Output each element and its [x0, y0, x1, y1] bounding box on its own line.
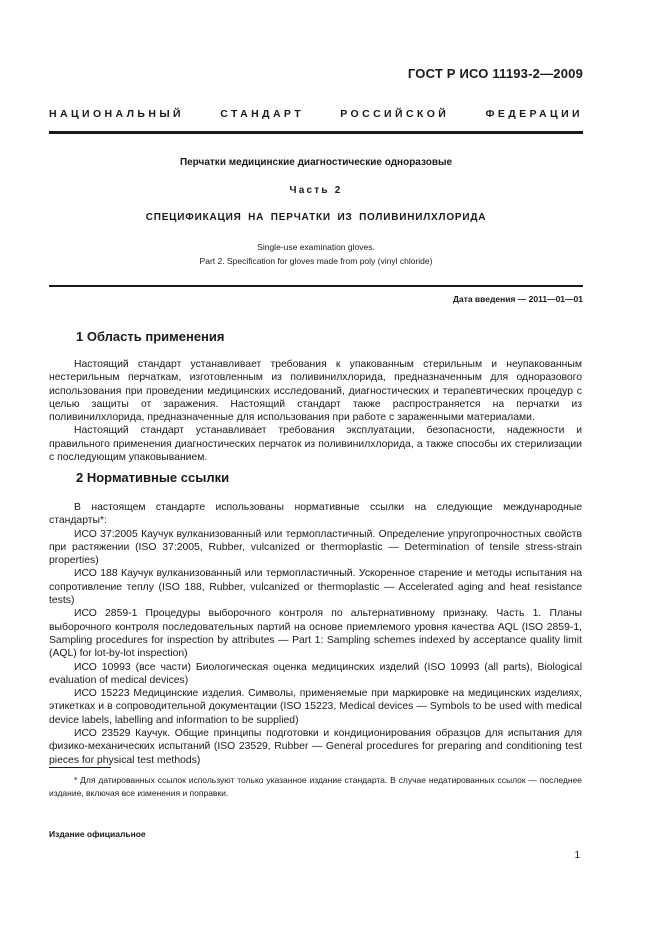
section-references-body [49, 501, 582, 767]
document-part: Часть 2 [289, 185, 343, 196]
section-heading-references: 2 Нормативные ссылки [76, 470, 230, 485]
effective-date: Дата введения — 2011—01—01 [452, 294, 583, 304]
title-rule [49, 285, 583, 287]
paragraph: Настоящий стандарт устанавливает требования эксплуатации, безопасности, надежности и правильного применения диагностических перчаток из поливинилхлорида, а также способы их стерилизации с последующим упаковыванием. [49, 425, 582, 464]
paragraph: В настоящем стандарте использованы нормативные ссылки на следующие международные стандарты*: [49, 502, 582, 527]
reference-item: ИСО 15223 Медицинские изделия. Символы, применяемые при маркировке на медицинских изделиях, этикетках и в сопроводительной документации (ISO 15223, Medical devices — Symbols to be used with medical device labels, labelling and information to be supplied) [49, 688, 582, 726]
page-number: 1 [574, 850, 580, 861]
footnote-rule [49, 767, 111, 768]
footnote-text: * Для датированных ссылок используют только указанное издание стандарта. В случае недатированных ссылок — последнее издание, включая все изменения и поправки. [49, 775, 582, 798]
document-spec-title: СПЕЦИФИКАЦИЯ НА ПЕРЧАТКИ ИЗ ПОЛИВИНИЛХЛОРИДА [145, 212, 487, 223]
reference-item: ИСО 188 Каучук вулканизованный или термопластичный. Ускоренное старение и методы испытания на сопротивление теплу (ISO 188, Rubber, vulcanized or thermoplastic — Accelerated aging and heat resistance tests) [49, 568, 582, 607]
standard-code: ГОСТ Р ИСО 11193-2—2009 [407, 66, 583, 81]
official-edition-label: Издание официальное [49, 829, 146, 839]
paragraph: Настоящий стандарт устанавливает требования к упакованным стерильным и неупакованным нестерильным перчаткам, изготовленным из поливинилхлорида, предназначенным для одноразового использования при проведении медицинских исследований, диагностических и терапевтических процедур с целью защиты от заражения. Настоящий стандарт также распространяется на перчатки из поливинилхлорида, предназначенные для использования при работе с зараженными материалами. [49, 359, 582, 424]
national-standard-banner: НАЦИОНАЛЬНЫЙ СТАНДАРТ РОССИЙСКОЙ ФЕДЕРАЦИИ [49, 108, 583, 120]
document-title: Перчатки медицинские диагностические одноразовые [179, 157, 453, 168]
reference-item: ИСО 2859-1 Процедуры выборочного контроля по альтернативному признаку. Часть 1. Планы выборочного контроля последовательных партий на основе приемлемого уровня качества AQL (ISO 2859-1, Sampling procedures for inspection by attributes — Part 1: Sampling schemes indexed by acceptance quality limit (AQL) for lot-by-lot inspection) [49, 608, 582, 660]
reference-item: ИСО 23529 Каучук. Общие принципы подготовки и кондиционирования образцов для испытания для физико-механических испытаний (ISO 23529, Rubber — General procedures for preparing and conditioning test pieces for physical test methods) [49, 728, 582, 766]
reference-item: ИСО 10993 (все части) Биологическая оценка медицинских изделий (ISO 10993 (all parts), Biological evaluation of medical devices) [49, 661, 582, 686]
english-title-line-2: Part 2. Specification for gloves made from poly (vinyl chloride) [199, 256, 433, 266]
english-title-line-1: Single-use examination gloves. [257, 242, 375, 252]
header-rule [49, 131, 583, 134]
reference-item: ИСО 37:2005 Каучук вулканизованный или термопластичный. Определение упругопрочностных свойств при растяжении (ISO 37:2005, Rubber, vulcanized or thermoplastic — Determination of tensile stress-strain properties) [49, 528, 582, 567]
footnote [49, 774, 582, 800]
section-heading-scope: 1 Область применения [76, 329, 225, 344]
section-scope-body [49, 358, 582, 464]
